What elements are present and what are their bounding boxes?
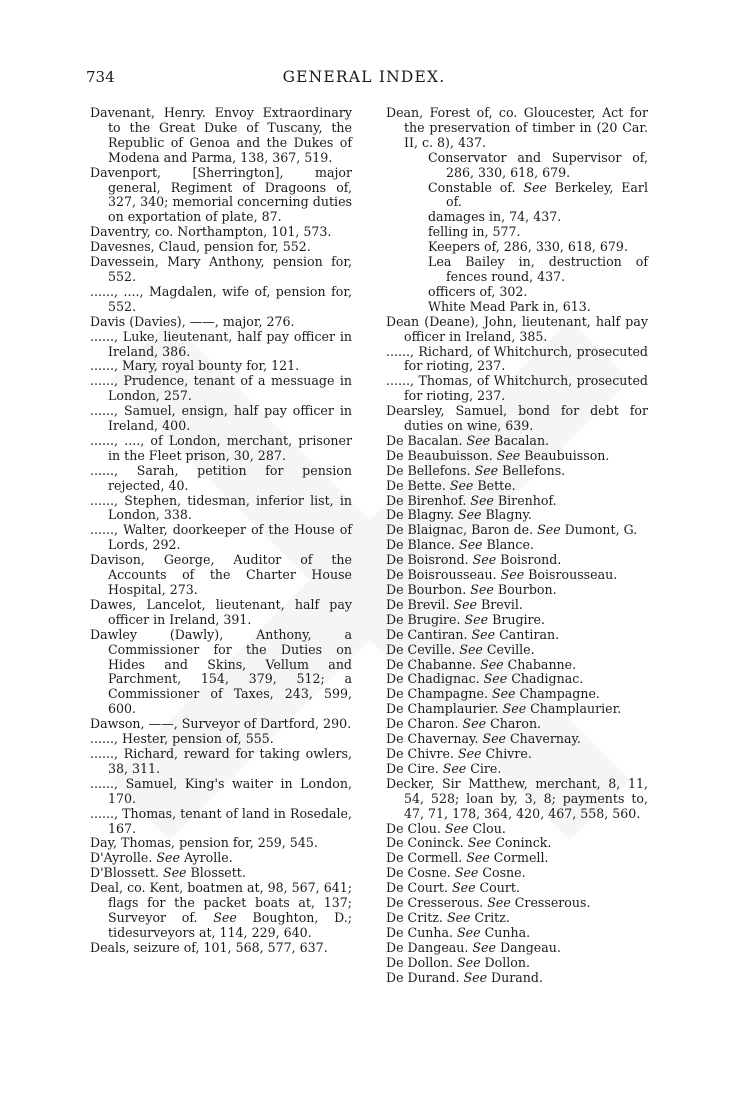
see-reference: See [451,880,476,896]
see-reference: See [457,507,482,523]
see-reference: See [487,895,511,911]
see-target: Cormell. [489,850,549,866]
entry-heading: De Court. [386,880,452,896]
see-reference: See [491,686,516,702]
entry-heading: De Boisrond. [386,552,473,568]
entry-heading: De Brugire. [386,611,465,627]
index-entry: Dean (Deane), John, lieutenant, half pay officer in Ireland, 385. [386,313,648,344]
see-reference: See [463,969,488,985]
index-entry [386,628,648,643]
index-entry: ......, Richard, of Whitchurch, prosecuted for rioting, 237. [386,343,648,374]
see-reference: See [480,656,504,672]
see-reference: See [470,582,494,597]
see-target: Coninck. [491,835,552,851]
index-entry [386,553,648,568]
see-target: Brevil. [477,596,523,612]
see-reference: See [458,537,483,553]
index-column-right [386,106,648,985]
index-entry [386,643,648,658]
see-target: Cantiran. [495,626,560,642]
entry-heading: De Cantiran. [386,626,472,642]
see-target: Critz. [470,909,510,925]
entry-heading: De Chadignac. [386,671,484,687]
index-entry [386,538,648,553]
see-reference: See [457,924,481,940]
entry-heading: De Durand. [386,969,464,985]
see-target: Dollon. [480,954,530,970]
see-reference: See [472,552,497,568]
see-target: Ayrolle. [179,850,233,866]
index-entry: ......, Mary, royal bounty for, 121. [90,358,300,374]
see-target: Boisrond. [496,552,562,568]
entry-heading: De Cunha. [386,924,458,940]
see-target: Bette. [473,477,516,493]
index-entry: Davesnes, Claud, pension for, 552. [90,239,311,255]
index-entry: ......, ...., of London, merchant, prisoner in the Fleet prison, 30, 287. [90,432,352,463]
see-target: Dumont, G. [560,522,638,538]
see-reference: See [467,835,492,851]
entry-heading: De Coninck. [386,835,468,851]
see-target: Birenhof. [493,492,557,508]
index-entry [386,732,648,747]
see-reference: See [444,820,469,836]
index-entry [386,434,648,449]
index-entry [386,568,648,583]
see-reference: See [453,596,478,612]
entry-heading: De Chabanne. [386,656,481,672]
entry-heading: Constable of. [428,179,524,195]
index-entry: ......, Hester, pension of, 555. [90,731,274,747]
see-reference: See [474,462,499,478]
index-entry [386,464,648,479]
entry-heading: De Beaubuisson. [386,447,497,463]
index-entry: Davenport, [Sherrington], major general, Regiment of Dragoons of, 327, 340; memorial concerning duties on exportation of plate, 87. [90,164,352,225]
index-entry [386,941,648,956]
see-target: Berkeley, Earl of. [446,179,648,210]
index-entry [386,911,648,926]
entry-heading: De Blaignac, Baron de. [386,522,538,538]
index-entry: Day, Thomas, pension for, 259, 545. [90,835,318,851]
index-entry: Decker, Sir Matthew, merchant, 8, 11, 54, 528; loan by, 3, 8; payments to, 47, 71, 178, 364, 420, 467, 558, 560. [386,775,648,821]
index-entry: Daventry, co. Northampton, 101, 573. [90,224,332,240]
entry-heading: De Cosne. [386,865,455,881]
see-target: Chabanne. [503,656,577,672]
see-reference: See [156,850,180,866]
index-entry: ......, Walter, doorkeeper of the House of Lords, 292. [90,522,352,553]
index-entry [386,836,648,851]
entry-heading: De Charon. [386,716,463,732]
entry-heading: De Ceville. [386,641,460,657]
see-reference: See [496,447,521,463]
running-title: GENERAL INDEX. [282,68,446,86]
see-reference: See [466,850,490,866]
see-reference: See [523,179,547,195]
entry-heading: De Dangeau. [386,939,473,955]
see-reference: See [537,522,561,538]
see-reference: See [466,432,491,448]
index-entry [386,762,648,777]
see-reference: See [454,865,479,881]
index-subentry: Lea Bailey in, destruction of fences round, 437. [428,254,648,284]
see-reference: See [471,626,496,642]
index-entry [90,881,352,941]
index-entry [386,866,648,881]
entry-heading: De Cire. [386,760,443,776]
see-target: Cosne. [478,865,526,881]
index-entry [386,613,648,628]
entry-heading: De Cormell. [386,850,467,866]
entry-heading: D'Blossett. [90,865,163,881]
index-entry: Dearsley, Samuel, bond for debt for duties on wine, 639. [386,403,648,434]
index-entry: ......, Thomas, tenant of land in Rosedale, 167. [90,805,352,836]
see-target: Champagne. [515,686,600,702]
index-entry: Dawley (Dawly), Anthony, a Commissioner for the Duties on Hides and Skins, Vellum and Parchment, 154, 379, 512; a Commissioner of Taxes, 243, 599, 600. [90,626,352,717]
index-subentry [386,181,648,211]
index-entry: Dawes, Lancelot, lieutenant, half pay officer in Ireland, 391. [90,596,352,627]
index-entry [386,747,648,762]
see-reference: See [459,641,483,657]
see-target: Court. [475,880,520,896]
index-entry [386,702,648,717]
see-target: Blossett. [186,865,246,881]
index-entry: ......, Prudence, tenant of a messuage in London, 257. [90,373,352,404]
entry-heading: De Bacalan. [386,432,467,448]
index-entry: ......, Luke, lieutenant, half pay officer in Ireland, 386. [90,328,352,359]
index-entry [386,583,648,598]
see-target: Boisrousseau. [524,567,618,583]
index-subentry: White Mead Park in, 613. [428,298,591,314]
see-reference: See [464,611,489,627]
see-target: Beaubuisson. [520,447,610,463]
see-reference: See [449,477,474,493]
entry-heading: De Bette. [386,477,450,493]
index-entry: ......, Stephen, tidesman, inferior list, in London, 338. [90,492,352,523]
see-reference: See [442,760,467,776]
see-target: Boughton, D.; tidesurveyors at, 114, 229, 640. [108,909,352,940]
see-target: Chadignac. [507,671,584,687]
index-entry [386,479,648,494]
index-entry: ......, Sarah, petition for pension rejected, 40. [90,462,352,493]
see-target: Durand. [487,969,543,985]
see-target: Bourbon. [493,582,557,597]
see-reference: See [462,716,487,732]
index-entry: Davessein, Mary Anthony, pension for, 552. [90,254,352,284]
index-entry [386,508,648,523]
entry-heading: De Blagny. [386,507,458,523]
see-target: Charon. [486,716,542,732]
index-entry: Deals, seizure of, 101, 568, 577, 637. [90,939,328,955]
entry-heading: D'Ayrolle. [90,850,157,866]
see-target: Bellefons. [498,462,566,478]
index-entry [386,881,648,896]
index-entry: ......, Richard, reward for taking owlers, 38, 311. [90,745,352,776]
index-subentry: felling in, 577. [428,224,521,240]
see-target: Cresserous. [510,895,591,911]
index-entry [386,896,648,911]
see-reference: See [457,745,482,761]
index-entry: ......, Samuel, ensign, half pay officer in Ireland, 400. [90,403,352,434]
index-entry [386,449,648,464]
index-subentry: officers of, 302. [428,283,528,299]
index-entry [386,523,648,538]
index-entry: Davis (Davies), ——, major, 276. [90,313,295,329]
entry-heading: De Chavernay. [386,731,483,747]
index-entry [386,851,648,866]
see-target: Champlaurier. [526,701,622,717]
index-entry: ......, Samuel, King's waiter in London, 170. [90,775,352,806]
see-target: Bacalan. [490,432,550,448]
see-target: Cire. [466,760,502,776]
see-reference: See [457,954,481,970]
see-target: Cunha. [480,924,531,940]
index-entry [386,971,648,986]
see-target: Blagny. [481,507,532,523]
index-entry: ......, Thomas, of Whitchurch, prosecuted for rioting, 237. [386,373,648,404]
see-target: Clou. [468,820,506,836]
index-subentry: Conservator and Supervisor of, 286, 330, 618, 679. [428,149,648,180]
index-entry [386,494,648,509]
see-target: Brugire. [488,611,546,627]
entry-heading: De Dollon. [386,954,457,970]
index-entry [386,822,648,837]
entry-heading: De Champlaurier. [386,701,503,717]
index-entry: Dawson, ——, Surveyor of Dartford, 290. [90,716,352,732]
see-target: Chavernay. [506,731,581,747]
see-reference: See [470,492,494,508]
index-entry [386,672,648,687]
index-entry [386,687,648,702]
see-reference: See [472,939,496,955]
see-target: Dangeau. [495,939,561,955]
see-target: Ceville. [482,641,535,657]
index-column-left [90,106,352,956]
index-entry [90,851,352,866]
see-reference: See [500,567,525,583]
index-entry [386,658,648,673]
see-reference: See [482,731,507,747]
see-target: Blance. [482,537,534,553]
entry-heading: De Cresserous. [386,895,488,911]
entry-heading: De Bellefons. [386,462,475,478]
page-header [86,68,642,92]
index-entry: Davenant, Henry. Envoy Extraordinary to the Great Duke of Tuscany, the Republic of Genoa and the Dukes of Modena and Parma, 138, 367, 519. [90,105,352,165]
index-entry [90,866,352,881]
entry-heading: De Champagne. [386,686,492,702]
page-number: 734 [86,68,115,86]
see-reference: See [502,701,527,717]
index-entry: Dean, Forest of, co. Gloucester, Act for the preservation of timber in (20 Car. II, c. 8), 437. [386,105,648,150]
see-reference: See [483,671,508,687]
index-entry: ......, ...., Magdalen, wife of, pension for, 552. [90,283,352,314]
index-subentry: damages in, 74, 437. [428,209,562,225]
index-entry: Davison, George, Auditor of the Accounts of the Charter House Hospital, 273. [90,552,352,597]
see-target: Chivre. [481,745,532,761]
index-entry [386,598,648,613]
entry-heading: De Brevil. [386,596,454,612]
index-entry [386,926,648,941]
see-reference: See [162,865,187,881]
entry-heading: De Critz. [386,909,447,925]
entry-heading: De Clou. [386,820,445,836]
entry-heading: De Birenhof. [386,492,471,508]
entry-heading: De Blance. [386,537,459,553]
entry-heading: De Bourbon. [386,582,471,597]
index-entry [386,956,648,971]
entry-heading: Deal, co. Kent, boatmen at, 98, 567, 641; flags for the packet boats at, 137; Surveyor of. [90,880,352,925]
index-subentry: Keepers of, 286, 330, 618, 679. [428,239,628,255]
see-reference: See [213,909,237,925]
entry-heading: De Boisrousseau. [386,567,501,583]
entry-heading: De Chivre. [386,745,458,761]
see-reference: See [446,909,471,925]
index-entry [386,717,648,732]
